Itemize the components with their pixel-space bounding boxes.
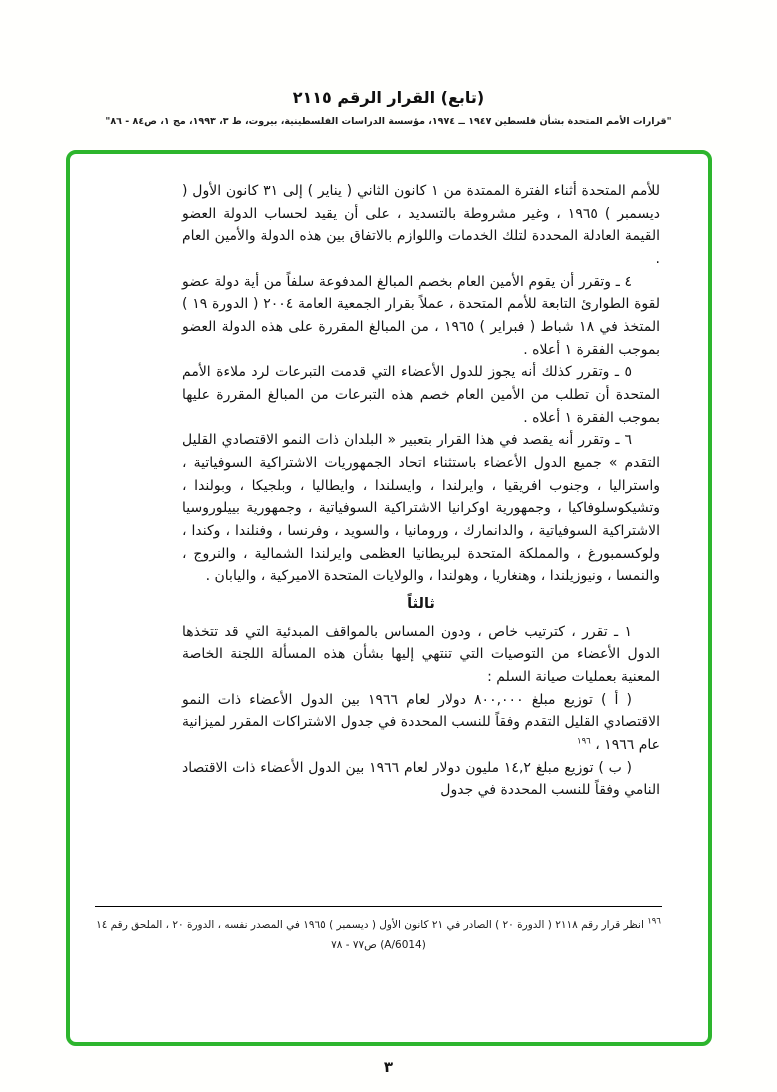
footnote-marker: ١٩٦ [647,916,661,927]
source-citation: "قرارات الأمم المتحدة بشأن فلسطين ١٩٤٧ ــ ١٩٧٤، مؤسسة الدراسات الفلسطينية، بيروت، ط ٣، ١٩٩٣، مج ١، ص٨٤ - ٨٦" [105,116,672,127]
paragraph-item-4: ٤ ـ وتقرر أن يقوم الأمين العام بخصم المبالغ المدفوعة سلفاً من أية دولة عضو لقوة الطوارئ التابعة للأمم المتحدة ، عملاً بقرار الجمعية العامة ٢٠٠٤ ( الدورة ١٩ ) المتخذ في ١٨ شباط ( فبراير ) ١٩٦٥ ، من المبالغ المقررة على هذه الدولة العضو بموجب الفقرة ١ أعلاه . [182,273,660,358]
footnote-reference[interactable]: ١٩٦ [577,736,591,747]
document-body [182,180,660,802]
footnote-text: انظر قرار رقم ٢١١٨ ( الدورة ٢٠ ) الصادر في ٢١ كانون الأول ( ديسمبر ) ١٩٦٥ في المصدر نفسه ، الدورة ٢٠ ، الملحق رقم ١٤ (A/6014) ص٧٧ - ٧٨ [96,919,644,951]
section-heading-thalithan: ثالثاً [407,596,435,613]
footnote [95,906,662,956]
resolution-title: (تابع) القرار الرقم ٢١١٥ [292,88,485,107]
subitem-a-text: ( أ ) توزيع مبلغ ٨٠٠,٠٠٠ دولار لعام ١٩٦٦ بين الدول الأعضاء ذات النمو الاقتصادي القليل التقدم وفقاً للنسب المحددة في جدول الاشتراكات المقرر لميزانية عام ١٩٦٦ ، [182,691,660,753]
paragraph-continuation: للأمم المتحدة أثناء الفترة الممتدة من ١ كانون الثاني ( يناير ) إلى ٣١ كانون الأول ( ديسمبر ) ١٩٦٥ ، وغير مشروطة بالتسديد ، على أن يقيد لحساب الدولة العضو القيمة العادلة المحددة لتلك الخدمات واللوازم بالاتفاق بين هذه الدولة والأمين العام . [182,183,660,268]
page-number: ٣ [383,1058,394,1076]
page-header [0,88,777,127]
paragraph-subitem-a [182,689,660,757]
paragraph-subitem-b: ( ب ) توزيع مبلغ ١٤,٢ مليون دولار لعام ١٩٦٦ بين الدول الأعضاء ذات الاقتصاد النامي وفقاً للنسب المحددة في جدول [182,759,660,799]
paragraph-item-5: ٥ ـ وتقرر كذلك أنه يجوز للدول الأعضاء التي قدمت التبرعات لرد ملاءة الأمم المتحدة أن تطلب من الأمين العام خصم هذه التبرعات من المبالغ المقررة عليها بموجب الفقرة ١ أعلاه . [182,364,660,426]
paragraph-item-1: ١ ـ تقرر ، كترتيب خاص ، ودون المساس بالمواقف المبدئية التي قد تتخذها الدول الأعضاء من التوصيات التي تنتهي إليها بشأن هذه المسألة اللجنة الخاصة المعنية بعمليات صيانة السلم : [182,623,660,685]
document-frame [66,150,712,1046]
paragraph-item-6: ٦ ـ وتقرر أنه يقصد في هذا القرار بتعبير « البلدان ذات النمو الاقتصادي القليل التقدم » جميع الدول الأعضاء باستثناء اتحاد الجمهوريات الاشتراكية السوفياتية ، واستراليا ، وجنوب افريقيا ، وايرلندا ، وايسلندا ، وايطاليا ، وبلجيكا ، وبولندا ، وتشيكوسلوفاكيا ، وجمهورية اوكرانيا الاشتراكية السوفياتية ، وجمهورية بييلوروسيا الاشتراكية السوفياتية ، والدانمارك ، ورومانيا ، والسويد ، وفرنسا ، وفنلندا ، وكندا ، ولوكسمبورغ ، والمملكة المتحدة لبريطانيا العظمى وايرلندا الشمالية ، والنروج ، والنمسا ، ونيوزيلندا ، وهنغاريا ، وهولندا ، والولايات المتحدة الاميركية ، واليابان . [182,432,660,585]
